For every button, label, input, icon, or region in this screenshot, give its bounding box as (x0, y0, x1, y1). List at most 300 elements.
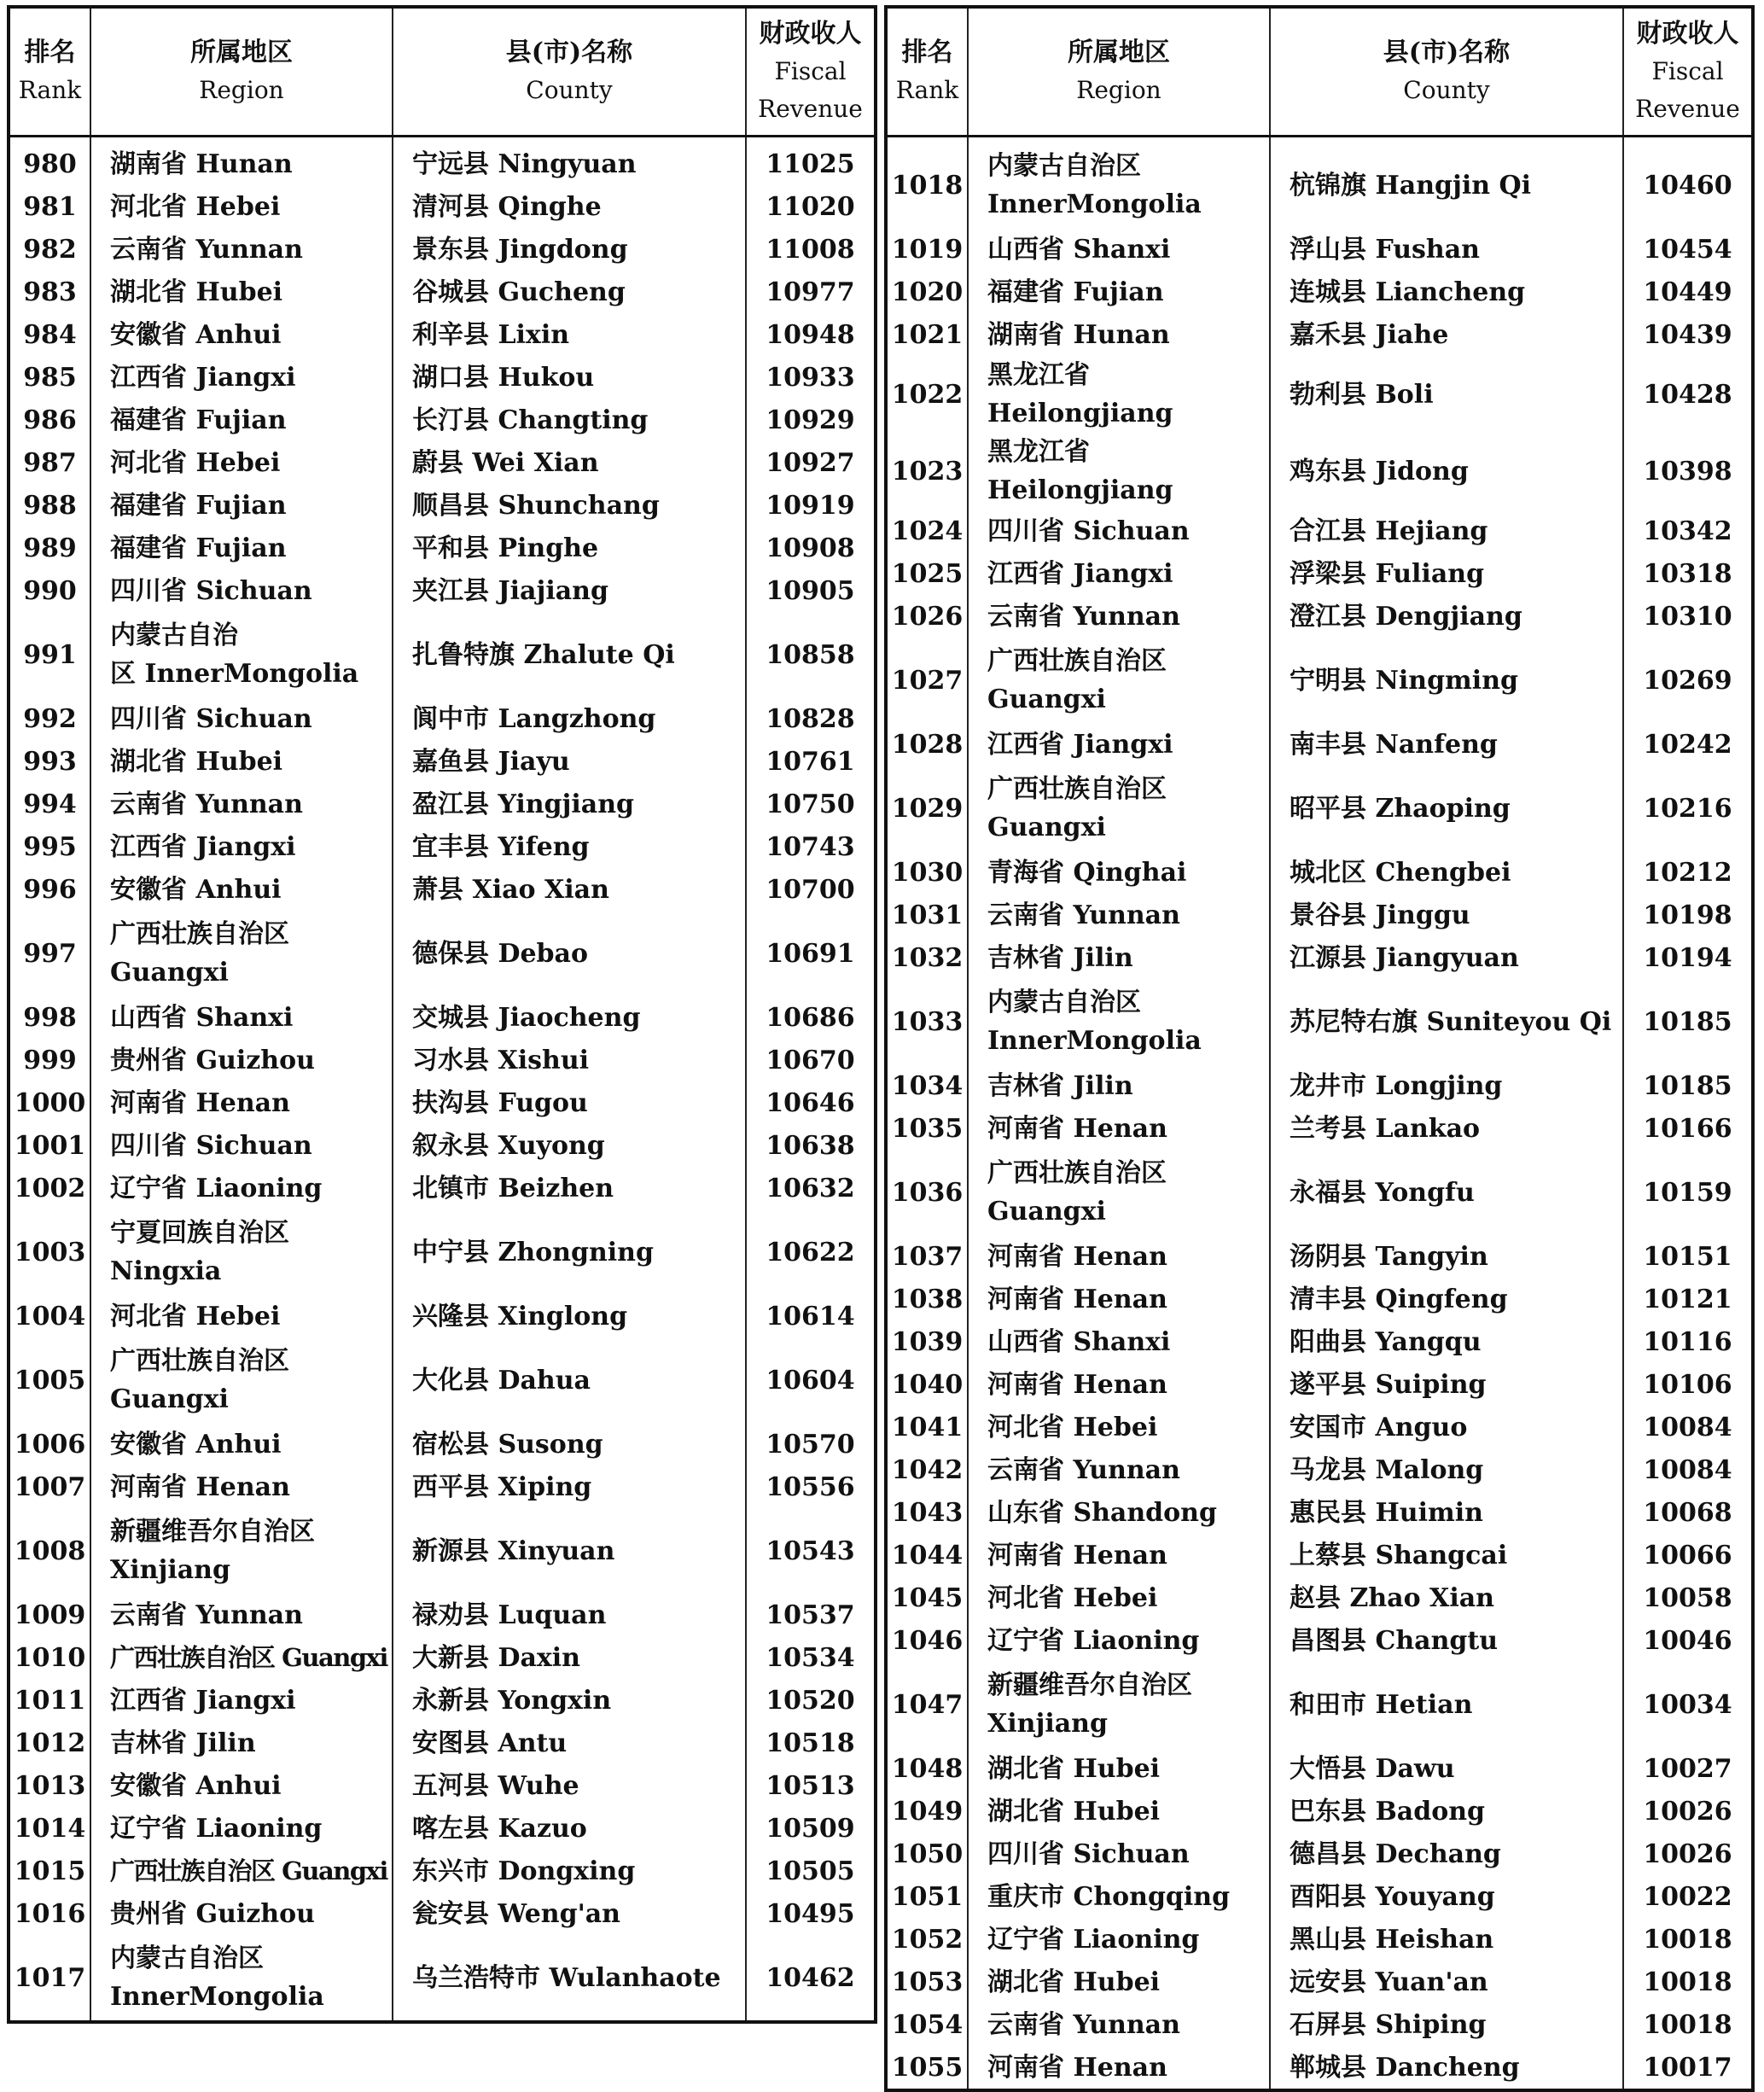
table-row (886, 228, 1753, 271)
region-cell (968, 1918, 1270, 1961)
county-cell: 永新县 Yongxin (393, 1679, 746, 1722)
revenue-cell: 10166 (1623, 1107, 1753, 1150)
table-row (886, 2003, 1753, 2046)
region-cell (968, 979, 1270, 1064)
revenue-cell: 10084 (1623, 1406, 1753, 1448)
rank-cell: 1031 (886, 894, 968, 936)
county-cell: 阆中市 Langzhong (393, 697, 746, 740)
region-cell (90, 1337, 393, 1423)
region-text: 河南省 Henan (987, 1284, 1167, 1314)
county-cell: 永福县 Yongfu (1270, 1150, 1623, 1235)
county-cell: 宁明县 Ningming (1270, 638, 1623, 723)
region-text: 广西壮族自治区 (110, 1346, 289, 1376)
rank-cell: 1028 (886, 723, 968, 766)
region-text: 云南省 Yunnan (987, 601, 1180, 632)
table-row (886, 433, 1753, 510)
region-cell (90, 740, 393, 783)
region-text: 重庆市 Chongqing (987, 1881, 1231, 1912)
region-cell (968, 1235, 1270, 1278)
table-row (886, 894, 1753, 936)
revenue-cell: 10828 (746, 697, 876, 740)
table-row (886, 271, 1753, 313)
county-cell: 遂平县 Suiping (1270, 1363, 1623, 1406)
county-cell: 浮梁县 Fuliang (1270, 552, 1623, 595)
region-text: 河北省 Hebei (987, 1412, 1158, 1442)
region-text: 黑龙江省 Heilongjiang (987, 437, 1173, 505)
table-row (9, 1722, 876, 1764)
right-table-panel (884, 5, 1755, 2092)
region-text: 安徽省 Anhui (110, 874, 282, 905)
region-text-line2: Guangxi (110, 958, 229, 988)
revenue-cell: 10439 (1623, 313, 1753, 356)
region-text: 广西壮族自治区 (987, 646, 1167, 676)
revenue-cell: 10116 (1623, 1320, 1753, 1363)
revenue-cell: 10185 (1623, 979, 1753, 1064)
region-cell (968, 271, 1270, 313)
revenue-cell: 10908 (746, 527, 876, 569)
revenue-cell: 10398 (1623, 433, 1753, 510)
revenue-cell: 10520 (746, 1679, 876, 1722)
county-cell: 郸城县 Dancheng (1270, 2046, 1623, 2090)
revenue-cell: 10058 (1623, 1576, 1753, 1619)
table-row (886, 638, 1753, 723)
county-cell: 湖口县 Hukou (393, 356, 746, 399)
table-row (886, 1576, 1753, 1619)
rank-cell: 994 (9, 783, 90, 825)
table-row (886, 766, 1753, 851)
rank-cell: 1051 (886, 1875, 968, 1918)
region-text-line2: Guangxi (987, 685, 1106, 714)
region-text: 湖北省 Hubei (110, 277, 283, 307)
revenue-cell: 10513 (746, 1764, 876, 1807)
rank-cell: 1030 (886, 851, 968, 894)
region-cell (90, 1850, 393, 1892)
region-cell (90, 1508, 393, 1594)
table-row (9, 1594, 876, 1636)
rank-cell: 990 (9, 569, 90, 612)
rank-cell: 988 (9, 484, 90, 527)
revenue-cell: 10977 (746, 271, 876, 313)
region-text: 河北省 Hebei (110, 191, 281, 222)
county-cell: 德保县 Debao (393, 911, 746, 996)
region-text-line2: InnerMongolia (987, 189, 1202, 219)
county-cell: 嘉禾县 Jiahe (1270, 313, 1623, 356)
revenue-cell: 10646 (746, 1081, 876, 1124)
rank-cell: 1002 (9, 1167, 90, 1209)
revenue-cell: 10534 (746, 1636, 876, 1679)
county-cell: 石屏县 Shiping (1270, 2003, 1623, 2046)
rank-cell: 1020 (886, 271, 968, 313)
region-header: 所属地区 Region (968, 7, 1270, 137)
region-text: 江西省 Jiangxi (110, 831, 296, 862)
county-cell: 龙井市 Longjing (1270, 1064, 1623, 1107)
rank-cell: 1036 (886, 1150, 968, 1235)
region-text: 河南省 Henan (110, 1471, 290, 1502)
region-cell (968, 1576, 1270, 1619)
region-cell (968, 1406, 1270, 1448)
county-cell: 阳曲县 Yangqu (1270, 1320, 1623, 1363)
region-text: 云南省 Yunnan (987, 900, 1180, 930)
county-cell: 五河县 Wuhe (393, 1764, 746, 1807)
table-row (9, 1636, 876, 1679)
revenue-cell: 10505 (746, 1850, 876, 1892)
rank-cell: 1019 (886, 228, 968, 271)
region-cell (968, 552, 1270, 595)
region-text: 江西省 Jiangxi (110, 362, 296, 393)
right-table-body (886, 137, 1753, 2091)
table-row (886, 595, 1753, 638)
region-cell (968, 433, 1270, 510)
table-row (9, 825, 876, 868)
rank-cell: 1026 (886, 595, 968, 638)
region-cell (90, 1679, 393, 1722)
county-cell: 苏尼特右旗 Suniteyou Qi (1270, 979, 1623, 1064)
region-text-line2: Guangxi (987, 813, 1106, 842)
rank-cell: 1046 (886, 1619, 968, 1662)
county-cell: 上蔡县 Shangcai (1270, 1534, 1623, 1576)
revenue-cell: 10462 (746, 1935, 876, 2022)
county-cell: 叙永县 Xuyong (393, 1124, 746, 1167)
region-text-line2: 区 InnerMongolia (110, 659, 359, 689)
table-row (9, 356, 876, 399)
rank-cell: 1052 (886, 1918, 968, 1961)
county-cell: 宁远县 Ningyuan (393, 137, 746, 186)
rank-cell: 1012 (9, 1722, 90, 1764)
revenue-cell: 10151 (1623, 1235, 1753, 1278)
revenue-cell: 11025 (746, 137, 876, 186)
region-text: 河北省 Hebei (987, 1582, 1158, 1613)
county-cell: 利辛县 Lixin (393, 313, 746, 356)
region-text: 江西省 Jiangxi (987, 558, 1173, 589)
region-cell (90, 228, 393, 271)
region-cell (968, 510, 1270, 552)
rank-cell: 998 (9, 996, 90, 1039)
table-row (9, 1850, 876, 1892)
region-text: 云南省 Yunnan (110, 1600, 303, 1630)
county-cell: 瓮安县 Weng'an (393, 1892, 746, 1935)
county-cell: 交城县 Jiaocheng (393, 996, 746, 1039)
table-row (886, 1833, 1753, 1875)
county-cell: 连城县 Liancheng (1270, 271, 1623, 313)
county-header: 县(市)名称 County (393, 7, 746, 137)
table-row (9, 1807, 876, 1850)
table-row (9, 1081, 876, 1124)
revenue-cell: 10686 (746, 996, 876, 1039)
region-cell (90, 911, 393, 996)
rank-cell: 1037 (886, 1235, 968, 1278)
rank-cell: 1015 (9, 1850, 90, 1892)
rank-cell: 1000 (9, 1081, 90, 1124)
region-text: 内蒙古自治区 (110, 1943, 264, 1973)
region-cell (90, 399, 393, 441)
region-text: 广西壮族自治区 (110, 919, 289, 949)
table-row (886, 2046, 1753, 2090)
region-cell (90, 1892, 393, 1935)
region-text: 福建省 Fujian (110, 533, 287, 563)
region-text: 四川省 Sichuan (987, 1839, 1190, 1869)
revenue-cell: 10622 (746, 1209, 876, 1295)
table-row (9, 1295, 876, 1337)
county-cell: 景东县 Jingdong (393, 228, 746, 271)
table-row (9, 1423, 876, 1466)
revenue-cell: 10185 (1623, 1064, 1753, 1107)
region-cell (968, 1448, 1270, 1491)
rank-cell: 1021 (886, 313, 968, 356)
county-cell: 北镇市 Beizhen (393, 1167, 746, 1209)
region-text: 安徽省 Anhui (110, 1429, 282, 1460)
revenue-cell: 10084 (1623, 1448, 1753, 1491)
revenue-cell: 10216 (1623, 766, 1753, 851)
region-text: 河南省 Henan (987, 1241, 1167, 1272)
county-cell: 大化县 Dahua (393, 1337, 746, 1423)
county-cell: 西平县 Xiping (393, 1466, 746, 1508)
rank-cell: 989 (9, 527, 90, 569)
region-cell (90, 1466, 393, 1508)
left-table-panel (7, 5, 877, 2024)
table-row (9, 996, 876, 1039)
region-text: 江西省 Jiangxi (110, 1685, 296, 1716)
rank-cell: 1014 (9, 1807, 90, 1850)
region-cell (968, 1363, 1270, 1406)
region-text: 河南省 Henan (987, 1540, 1167, 1570)
region-text: 宁夏回族自治区 (110, 1218, 289, 1248)
county-cell: 兰考县 Lankao (1270, 1107, 1623, 1150)
region-text-line2: InnerMongolia (110, 1982, 324, 2012)
county-cell: 安国市 Anguo (1270, 1406, 1623, 1448)
county-cell: 江源县 Jiangyuan (1270, 936, 1623, 979)
region-cell (90, 868, 393, 911)
revenue-cell: 10310 (1623, 595, 1753, 638)
revenue-cell: 10556 (746, 1466, 876, 1508)
rank-cell: 1024 (886, 510, 968, 552)
region-text: 福建省 Fujian (987, 277, 1164, 307)
table-row (886, 1961, 1753, 2003)
region-cell (90, 1209, 393, 1295)
county-cell: 乌兰浩特市 Wulanhaote (393, 1935, 746, 2022)
revenue-cell: 10543 (746, 1508, 876, 1594)
revenue-cell: 11020 (746, 185, 876, 228)
rank-cell: 1055 (886, 2046, 968, 2090)
table-header-row (9, 7, 876, 137)
region-text-line2: Guangxi (987, 1197, 1106, 1227)
rank-cell: 1025 (886, 552, 968, 595)
ranking-page (7, 5, 1756, 2083)
revenue-cell: 10638 (746, 1124, 876, 1167)
region-cell (90, 783, 393, 825)
table-row (886, 1918, 1753, 1961)
revenue-cell: 10269 (1623, 638, 1753, 723)
region-text: 河南省 Henan (110, 1087, 290, 1118)
rank-cell: 1045 (886, 1576, 968, 1619)
rank-cell: 1003 (9, 1209, 90, 1295)
rank-cell: 1027 (886, 638, 968, 723)
rank-cell: 1050 (886, 1833, 968, 1875)
region-text: 河北省 Hebei (110, 447, 281, 478)
county-cell: 嘉鱼县 Jiayu (393, 740, 746, 783)
region-cell (968, 1320, 1270, 1363)
region-text: 辽宁省 Liaoning (987, 1625, 1200, 1656)
revenue-cell: 10034 (1623, 1662, 1753, 1747)
table-row (886, 1363, 1753, 1406)
rank-cell: 991 (9, 612, 90, 697)
county-cell: 顺昌县 Shunchang (393, 484, 746, 527)
table-row (9, 697, 876, 740)
table-row (9, 1124, 876, 1167)
table-row (886, 1662, 1753, 1747)
revenue-cell: 10761 (746, 740, 876, 783)
rank-cell: 1040 (886, 1363, 968, 1406)
region-text: 湖南省 Hunan (987, 319, 1170, 350)
rank-cell: 986 (9, 399, 90, 441)
rank-cell: 1049 (886, 1790, 968, 1833)
rank-cell: 982 (9, 228, 90, 271)
table-row (886, 137, 1753, 229)
county-cell: 赵县 Zhao Xian (1270, 1576, 1623, 1619)
table-row (886, 1320, 1753, 1363)
table-row (886, 1747, 1753, 1790)
region-cell (968, 595, 1270, 638)
table-row (9, 271, 876, 313)
table-header-row (886, 7, 1753, 137)
rank-cell: 980 (9, 137, 90, 186)
rank-cell: 1029 (886, 766, 968, 851)
region-text: 内蒙古自治区 (987, 151, 1141, 181)
table-row (9, 868, 876, 911)
rank-cell: 1047 (886, 1662, 968, 1747)
county-cell: 宿松县 Susong (393, 1423, 746, 1466)
revenue-cell: 10460 (1623, 137, 1753, 229)
region-cell (90, 825, 393, 868)
rank-cell: 1001 (9, 1124, 90, 1167)
revenue-header: 财政收人 Fiscal Revenue (746, 7, 876, 137)
region-text: 吉林省 Jilin (110, 1728, 256, 1758)
revenue-cell: 10198 (1623, 894, 1753, 936)
table-row (886, 1235, 1753, 1278)
county-cell: 昌图县 Changtu (1270, 1619, 1623, 1662)
region-cell (968, 1747, 1270, 1790)
region-cell (90, 1423, 393, 1466)
rank-cell: 1013 (9, 1764, 90, 1807)
region-cell (968, 313, 1270, 356)
table-row (9, 1935, 876, 2022)
county-cell: 鸡东县 Jidong (1270, 433, 1623, 510)
revenue-cell: 10342 (1623, 510, 1753, 552)
county-cell: 兴隆县 Xinglong (393, 1295, 746, 1337)
table-row (9, 569, 876, 612)
rank-cell: 1038 (886, 1278, 968, 1320)
region-text: 山东省 Shandong (987, 1497, 1217, 1528)
revenue-cell: 10948 (746, 313, 876, 356)
county-cell: 习水县 Xishui (393, 1039, 746, 1081)
table-row (9, 1764, 876, 1807)
table-row (9, 1167, 876, 1209)
county-cell: 蔚县 Wei Xian (393, 441, 746, 484)
rank-cell: 1042 (886, 1448, 968, 1491)
county-cell: 清丰县 Qingfeng (1270, 1278, 1623, 1320)
region-text: 四川省 Sichuan (987, 516, 1190, 546)
table-row (886, 1619, 1753, 1662)
region-cell (968, 1833, 1270, 1875)
county-cell: 长汀县 Changting (393, 399, 746, 441)
left-ranking-table (7, 5, 877, 2024)
region-cell (90, 569, 393, 612)
table-row (9, 313, 876, 356)
county-cell: 黑山县 Heishan (1270, 1918, 1623, 1961)
table-row (9, 1892, 876, 1935)
county-cell: 南丰县 Nanfeng (1270, 723, 1623, 766)
revenue-cell: 10428 (1623, 356, 1753, 433)
table-row (886, 313, 1753, 356)
region-text: 安徽省 Anhui (110, 1770, 282, 1801)
region-text: 辽宁省 Liaoning (987, 1924, 1200, 1955)
table-row (9, 1466, 876, 1508)
region-text: 云南省 Yunnan (110, 234, 303, 265)
region-cell (90, 441, 393, 484)
revenue-cell: 10632 (746, 1167, 876, 1209)
region-cell (968, 2046, 1270, 2090)
county-cell: 马龙县 Malong (1270, 1448, 1623, 1491)
revenue-cell: 10318 (1623, 552, 1753, 595)
table-row (886, 356, 1753, 433)
table-row (886, 1064, 1753, 1107)
table-row (9, 783, 876, 825)
region-text-line2: Xinjiang (987, 1709, 1108, 1739)
region-text: 广西壮族自治区 Guangxi (110, 1642, 387, 1672)
table-row (9, 911, 876, 996)
region-text: 湖北省 Hubei (987, 1796, 1161, 1827)
rank-cell: 1023 (886, 433, 968, 510)
county-cell: 景谷县 Jinggu (1270, 894, 1623, 936)
region-cell (968, 1534, 1270, 1576)
region-text: 云南省 Yunnan (110, 789, 303, 819)
region-text: 内蒙古自治区 (987, 988, 1141, 1017)
table-row (9, 185, 876, 228)
revenue-cell: 10570 (746, 1423, 876, 1466)
revenue-cell: 10046 (1623, 1619, 1753, 1662)
rank-cell: 981 (9, 185, 90, 228)
county-cell: 宜丰县 Yifeng (393, 825, 746, 868)
revenue-cell: 10495 (746, 1892, 876, 1935)
region-text: 河南省 Henan (987, 2052, 1167, 2083)
rank-header: 排名 Rank (886, 7, 968, 137)
revenue-cell: 10518 (746, 1722, 876, 1764)
county-cell: 酉阳县 Youyang (1270, 1875, 1623, 1918)
region-text: 湖南省 Hunan (110, 149, 293, 179)
table-row (886, 979, 1753, 1064)
rank-cell: 995 (9, 825, 90, 868)
right-ranking-table (884, 5, 1755, 2092)
rank-cell: 1039 (886, 1320, 968, 1363)
region-header: 所属地区 Region (90, 7, 393, 137)
region-text: 云南省 Yunnan (987, 1454, 1180, 1485)
region-cell (90, 1124, 393, 1167)
revenue-cell: 11008 (746, 228, 876, 271)
rank-cell: 983 (9, 271, 90, 313)
table-row (9, 740, 876, 783)
county-cell: 大悟县 Dawu (1270, 1747, 1623, 1790)
rank-cell: 997 (9, 911, 90, 996)
rank-cell: 1016 (9, 1892, 90, 1935)
region-text: 辽宁省 Liaoning (110, 1813, 323, 1844)
region-cell (90, 1295, 393, 1337)
rank-cell: 984 (9, 313, 90, 356)
revenue-cell: 10537 (746, 1594, 876, 1636)
revenue-cell: 10743 (746, 825, 876, 868)
rank-cell: 987 (9, 441, 90, 484)
region-cell (90, 137, 393, 186)
rank-cell: 1010 (9, 1636, 90, 1679)
table-row (9, 399, 876, 441)
